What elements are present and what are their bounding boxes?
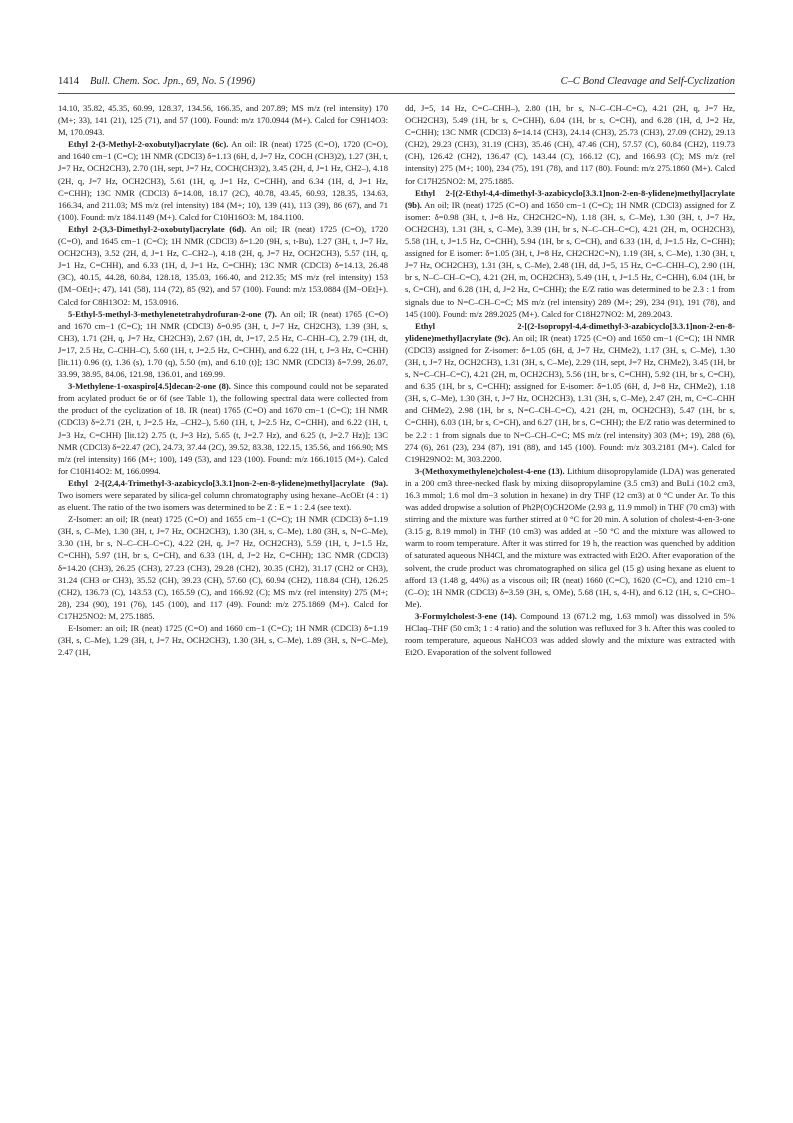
paragraph: Ethyl 2-[(2-Isopropyl-4,4-dimethyl-3-azabicyclo[3.3.1]non-2-en-8-ylidene)methyl]acrylate (9c). An oil; IR (neat) 1725 (C=O) and 1650 cm−1 (C=C); 1H NMR (CDCl3) assigned for Z-isomer: δ=1.05 (6H, d, J=7 Hz, CHMe2), 1.17 (3H, s, C–Me), 1.30 (3H, t, J=7 Hz, OCH2CH3), 1.31 (3H, s, C–Me), 2.29 (1H, sept, J=7 Hz, CHMe2), 3.45 (1H, br s, N=C–CH–C=C), 4.21 (2H, m, OCH2CH3), 5.56 (1H, br s, C=CHH), 5.92 (1H, br s, C=CH), and 6.35 (1H, br s, C=CHH); assigned for E-isomer: δ=1.05 (6H, d, J=8 Hz, CHMe2), 1.18 (3H, s, C–Me), 1.30 (3H, t, J=7 Hz, OCH2CH3), 1.31 (3H, s, C–Me), 2.47 (2H, m, C=C–CHH and CHMe2), 2.98 (1H, br s, N=C–CH–C=C), 4.21 (2H, m, OCH2CH3), 5.47 (1H, br s, C=CHH), 6.03 (1H, br s, C=CH), and 6.27 (1H, br s, C=CHH); the E/Z ratio was determined to be 2.2 : 1 from signals due to N=C–CH–C=C; MS m/z (rel intensity) 303 (M+; 19), 288 (6), 274 (6), 261 (23), 234 (87), 191 (88), and 145 (100). Found: m/z 303.2181 (M+). Calcd for C19H29NO2: M, 303.2200. xyxy=(405,320,735,464)
compound-heading: Ethyl 2-[(2-Ethyl-4,4-dimethyl-3-azabicyclo[3.3.1]non-2-en-8-ylidene)methyl]acrylate (9b). xyxy=(405,187,735,210)
paragraph: E-Isomer: an oil; IR (neat) 1725 (C=O) and 1660 cm−1 (C=C); 1H NMR (CDCl3) δ=1.19 (3H, s, C–Me), 1.29 (3H, t, J=7 Hz, OCH2CH3), 1.30 (3H, s, C–Me), 1.89 (3H, s, N=C–Me), 2.47 (1H, xyxy=(58,623,388,658)
compound-heading: Ethyl 2-(3-Methyl-2-oxobutyl)acrylate (6c). xyxy=(68,139,229,150)
running-title: C–C Bond Cleavage and Self-Cyclization xyxy=(560,76,735,87)
compound-heading: 3-(Methoxymethylene)cholest-4-ene (13). xyxy=(415,465,565,476)
left-column xyxy=(58,102,388,1087)
page-number: 1414 xyxy=(58,76,79,87)
paragraph: 14.10, 35.82, 45.35, 60.99, 128.37, 134.56, 166.35, and 207.89; MS m/z (rel intensity) 170 (M+; 33), 141 (21), 125 (71), and 57 (100). Found: m/z 170.0944 (M+). Calcd for C9H14O3: M, 170.0943. xyxy=(58,103,388,138)
paragraph: 3-Methylene-1-oxaspiro[4.5]decan-2-one (8). Since this compound could not be separated from acylated product 6e or 6f (see Table 1), the following spectral data were collected from the product of the cyclization of 18. IR (neat) 1765 (C=O) and 1670 cm−1 (C=C); 1H NMR (CDCl3) δ=2.71 (2H, t, J=2.5 Hz, –CH2–), 5.60 (1H, t, J=2.5 Hz, C=CHH), and 6.22 (1H, t, J=3 Hz, C=CHH) [lit.12) 2.75 (t, J=3 Hz), 5.65 (t, J=2.7 Hz), and 6.25 (t, J=2.7 Hz)]; 13C NMR (CDCl3) δ=22.47 (2C), 24.73, 37.44 (2C), 39.52, 83.38, 122.15, 135.56, and 166.90; MS m/z (rel intensity) 166 (M+; 100), 149 (53), and 123 (100). Found: m/z 166.1015 (M+). Calcd for C10H14O2: M, 166.0994. xyxy=(58,381,388,476)
paragraph: Z-Isomer: an oil; IR (neat) 1725 (C=O) and 1655 cm−1 (C=C); 1H NMR (CDCl3) δ=1.19 (3H, s, C–Me), 1.30 (3H, t, J=7 Hz, OCH2CH3), 1.30 (3H, s, C–Me), 1.80 (3H, s, N=C–Me), 3.30 (1H, br s, N–C–CH–C=C), 4.22 (2H, q, J=7 Hz, OCH2CH3), 5.59 (1H, t, J=1.5 Hz, C=CHH), 5.97 (1H, br s, C=CH), and 6.33 (1H, d, J=2 Hz, C=CHH); 13C NMR (CDCl3) δ=14.20 (CH3), 26.25 (CH3), 27.23 (CH3), 29.28 (CH2), 30.35 (CH2), 31.17 (CH2 or CH3), 31.24 (CH3 or CH3), 35.52 (CH), 39.23 (CH), 57.60 (C), 60.94 (CH2), 118.84 (CH), 126.25 (CH2), 136.73 (C), 143.53 (C), 165.59 (C), and 166.92 (C); MS m/z (rel intensity) 275 (M+; 28), 234 (90), 191 (76), 145 (100), and 117 (49). Found: m/z 275.1869 (M+). Calcd for C17H25NO2: M, 275.1885. xyxy=(58,514,388,621)
paragraph: Ethyl 2-(3-Methyl-2-oxobutyl)acrylate (6c). An oil: IR (neat) 1725 (C=O), 1720 (C=O), and 1640 cm−1 (C=C); 1H NMR (CDCl3) δ=1.13 (6H, d, J=7 Hz, COCH (CH3)2), 1.27 (3H, t, J=7 Hz, OCH2CH3), 2.70 (1H, sept, J=7 Hz, COCH(CH3)2), 3.45 (2H, d, J=1 Hz, CH2–), 4.18 (2H, q, J=7 Hz, OCH2CH3), 5.61 (1H, q, J=1 Hz, C=CHH), and 6.34 (1H, d, J=1 Hz, C=CHH); 13C NMR (CDCl3) δ=14.08, 18.17 (2C), 40.78, 43.45, 60.93, 128.35, 134.63, 166.34, and 211.03; MS m/z (rel intensity) 184 (M+; 10), 139 (41), 113 (39), 86 (67), and 71 (100). Found: m/z 184.1149 (M+). Calcd for C10H16O3: M, 184.1100. xyxy=(58,139,388,222)
paragraph: Ethyl 2-[(2-Ethyl-4,4-dimethyl-3-azabicyclo[3.3.1]non-2-en-8-ylidene)methyl]acrylate (9b). An oil; IR (neat) 1725 (C=O) and 1650 cm−1 (C=C); 1H NMR (CDCl3) assigned for Z isomer: δ=0.98 (3H, t, J=8 Hz, CH2CH2C=N), 1.18 (3H, s, C–Me), 1.30 (3H, t, J=7 Hz, OCH2CH3), 1.31 (3H, s, C–Me), 3.39 (1H, br s, N–C–CH–C=C), 4.21 (2H, m, OCH2CH3), 5.58 (1H, t, J=1.5 Hz, C=CHH), 5.94 (1H, br s, C=CH), and 6.33 (1H, d, J=1.5 Hz, C=CHH); assigned for E isomer: δ=1.05 (3H, t, J=8 Hz, CH2CH2C=N), 1.19 (3H, s, C–Me), 1.30 (3H, t, J=7 Hz, OCH2CH3), 1.31 (3H, s, C–Me), 2.48 (1H, dd, J=5, 15 Hz, C=C–CHH–C), 2.90 (1H, br s, N–C–CH–C=C), 4.21 (2H, m, OCH2CH3), 5.49 (1H, t, J=1.5 Hz, C=CHH), 6.04 (1H, br s, C=CH), and 6.28 (1H, d, J=2 Hz, C=CHH); the E/Z ratio was determined to be 2.3 : 1 from signals due to N=C–CH–C=C; MS m/z (rel intensity) 289 (M+; 29), 234 (91), 191 (78), and 145 (100). Found: m/z 289.2025 (M+). Calcd for C18H27NO2: M, 289.2043. xyxy=(405,187,735,319)
header-rule xyxy=(58,93,735,94)
paragraph: Ethyl 2-(3,3-Dimethyl-2-oxobutyl)acrylate (6d). An oil; IR (neat) 1725 (C=O), 1720 (C=O), and 1645 cm−1 (C=C); 1H NMR (CDCl3) δ=1.20 (9H, s, t-Bu), 1.27 (3H, t, J=7 Hz, OCH2CH3), 3.52 (2H, d, J=1 Hz, C–CH2–), 4.18 (2H, q, J=7 Hz, OCH2CH3), 5.57 (1H, q, J=1 Hz, C=CHH), and 6.33 (1H, d, J=1 Hz, C=CHH); 13C NMR (CDCl3) δ=14.13, 26.48 (3C), 40.15, 44.28, 60.84, 128.18, 135.03, 166.40, and 212.35; MS m/z (rel intensity) 153 ([M−OEt]+; 47), 141 (58), 114 (72), 85 (92), and 57 (100). Found: m/z 153.0884 ([M−OEt]+). Calcd for C8H13O2: M, 153.0916. xyxy=(58,223,388,307)
paragraph: Ethyl 2-[(2,4,4-Trimethyl-3-azabicyclo[3.3.1]non-2-en-8-ylidene)methyl]acrylate (9a). Two isomers were separated by silica-gel column chromatography using hexane–AcOEt (4 : 1) as eluent. The ratio of the two isomers was determined to be Z : E = 1 : 2.4 (see text). xyxy=(58,477,388,513)
compound-heading: 3-Methylene-1-oxaspiro[4.5]decan-2-one (8). xyxy=(68,381,231,392)
compound-heading: Ethyl 2-[(2-Isopropyl-4,4-dimethyl-3-azabicyclo[3.3.1]non-2-en-8-ylidene)methyl]acrylate (9c). xyxy=(405,320,735,343)
compound-heading: Ethyl 2-[(2,4,4-Trimethyl-3-azabicyclo[3.3.1]non-2-en-8-ylidene)methyl]acrylate (9a). xyxy=(68,477,388,488)
journal-citation: Bull. Chem. Soc. Jpn., 69, No. 5 (1996) xyxy=(90,76,256,87)
page-header xyxy=(58,76,735,90)
paragraph: 3-Formylcholest-3-ene (14). Compound 13 (671.2 mg, 1.63 mmol) was dissolved in 5% HClaq–THF (50 cm3; 1 : 4 ratio) and the solution was refluxed for 3 h. After this was cooled to room temperature, aqueous NaHCO3 was added slowly and the mixture was extracted with Et2O. Evaporation of the solvent followed xyxy=(405,610,735,658)
compound-heading: 3-Formylcholest-3-ene (14). xyxy=(415,610,517,621)
paragraph: dd, J=5, 14 Hz, C=C–CHH–), 2.80 (1H, br s, N–C–CH–C=C), 4.21 (2H, q, J=7 Hz, OCH2CH3), 5.49 (1H, br s, C=CHH), 6.04 (1H, br s, C=CH), and 6.28 (1H, d, J=2 Hz, C=CHH); 13C NMR (CDCl3) δ=14.14 (CH3), 24.14 (CH3), 25.73 (CH3), 27.09 (CH2), 29.13 (CH2), 29.23 (CH3), 31.19 (CH3), 35.46 (CH), 47.46 (CH), 57.57 (C), 60.84 (CH2), 119.73 (CH), 126.42 (CH2), 136.47 (C), 143.44 (C), 166.12 (C), and 166.93 (C); MS m/z (rel intensity) 275 (M+; 100), 234 (75), 191 (78), and 117 (80). Found: m/z 275.1860 (M+). Calcd for C17H25NO2: M, 275.1885. xyxy=(405,103,735,186)
compound-heading: Ethyl 2-(3,3-Dimethyl-2-oxobutyl)acrylate (6d). xyxy=(68,223,247,234)
paragraph: 5-Ethyl-5-methyl-3-methylenetetrahydrofuran-2-one (7). An oil; IR (neat) 1765 (C=O) and 1670 cm−1 (C=C); 1H NMR (CDCl3) δ=0.95 (3H, t, J=7 Hz, CH2CH3), 1.39 (3H, s, CH3), 1.71 (2H, q, J=7 Hz, CH2CH3), 2.67 (1H, dt, J=17, 2.5 Hz, C–CHH–C), 2.79 (1H, dt, J=17, 2.5 Hz, C–CHH–C), 5.60 (1H, t, J=2.5 Hz, C=CHH), and 6.22 (1H, t, J=3 Hz, C=CHH) [lit.11) 0.96 (t), 1.36 (s), 1.70 (q), 5.50 (m), and 6.10 (t)]; 13C NMR (CDCl3) δ=7.99, 26.07, 33.99, 38.95, 84.06, 121.98, 136.01, and 169.99. xyxy=(58,308,388,380)
compound-heading: 5-Ethyl-5-methyl-3-methylenetetrahydrofuran-2-one (7). xyxy=(68,308,277,319)
right-column xyxy=(405,102,735,1087)
paragraph: 3-(Methoxymethylene)cholest-4-ene (13). Lithium diisopropylamide (LDA) was generated in a 200 cm3 three-necked flask by mixing diisopropylamine (3.5 cm3) and BuLi (10.2 cm3, 16.3 mmol; 1.6 mol dm−3 solution in hexane) in dry THF (12 cm3) at 0 °C under Ar. To this was added dropwise a solution of Ph2P(O)CH2OMe (2.93 g, 11.9 mmol) in THF (70 cm3) with stirring and the mixture was further stirred at 0 °C for 20 min. A solution of cholest-4-en-3-one (3.15 g, 8.19 mmol) in THF (10 cm3) was added at −50 °C and the mixture was allowed to warm to room temperature. After it was stirred for 19 h, the reaction was quenched by addition of saturated aqueous NH4Cl, and the mixture was extracted with Et2O. After evaporation of the solvent, the crude product was chromatographed on silica gel (15 g) using hexane as eluent to afford 13 (1.48 g, 44%) as a viscous oil; IR (neat) 1660 (C=C), 1620 (C=C), and 1210 cm−1 (C–O); 1H NMR (CDCl3) δ=3.59 (3H, s, OMe), 5.68 (1H, s, 4-H), and 6.12 (1H, s, C=CHO–Me). xyxy=(405,465,735,609)
